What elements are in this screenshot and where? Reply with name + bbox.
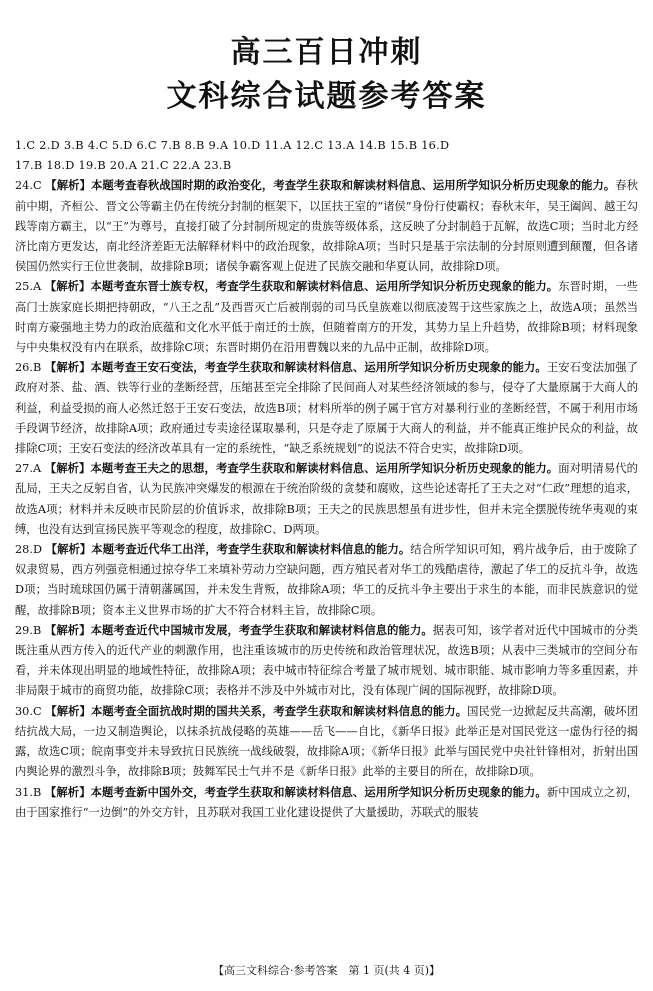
mc-answers-line2: 17.B 18.D 19.B 20.A 21.C 22.A 23.B [15, 159, 232, 173]
item-body: 王安石变法加强了政府对茶、盐、酒、铁等行业的垄断经营，压缩甚至完全排除了民间商人对某些经济领域的参与，侵夺了大量原属于大商人的利益，利益受损的商人必然迁怒于王安石变法，故选B项；材料所举的例子属于官方对暴利行业的垄断经营，不属于利用市场手段调节经济，故排除A项；政府通过专卖途径谋取暴利，只是夺走了原属于大商人的利益，并不能真正维护民众的利益，故排除C项；王安石变法的经济改革具有一定的系统性，“缺乏系统规划”的说法不符合史实，故排除D项。 [15, 361, 638, 456]
analysis-tag: 【解析】 [44, 280, 91, 294]
item-number: 29.B [15, 623, 42, 637]
analysis-tag: 【解析】 [44, 785, 91, 799]
analysis-tag: 【解析】 [45, 543, 92, 557]
mc-answers-line1: 1.C 2.D 3.B 4.C 5.D 6.C 7.B 8.B 9.A 10.D 11.A 12.C 13.A 14.B 15.B 16.D [15, 139, 450, 152]
answer-content [15, 136, 638, 823]
analysis-tag: 【解析】 [45, 179, 91, 193]
page-title-line2: 文科综合试题参考答案 [166, 79, 487, 114]
item-number: 25.A [15, 280, 42, 294]
item-lead: 本题考查春秋战国时期的政治变化，考查学生获取和解读材料信息、运用所学知识分析历史现象的能力。 [90, 179, 616, 193]
item-lead: 本题考查王夫之的思想，考查学生获取和解读材料信息、运用所学知识分析历史现象的能力。 [90, 462, 559, 476]
item-number: 27.A [15, 462, 42, 476]
analysis-tag: 【解析】 [44, 623, 91, 637]
item-lead: 本题考查东晋士族专权，考查学生获取和解读材料信息、运用所学知识分析历史现象的能力。 [90, 280, 559, 294]
answer-item-27 [15, 459, 638, 540]
item-body: 据表可知，该学者对近代中国城市的分类既注重从西方传入的近代产业的刺激作用，也注重该城市的历史传统和政治管理状况，故选B项；从表中三类城市的空间分布看，并未体现出明显的地域性特征，故排除A项；表中城市特征综合考量了城市规划、城市职能、城市影响力等多重因素，并非局限于城市的商贸功能，故排除C项；表格并不涉及中外城市对比，没有体现广阔的国际视野，故排除D项。 [15, 623, 638, 698]
item-lead: 本题考查近代华工出洋，考查学生获取和解读材料信息的能力。 [91, 543, 411, 557]
item-number: 31.B [15, 785, 42, 799]
answer-item-28 [15, 540, 638, 621]
item-number: 30.C [15, 704, 42, 718]
item-body: 春秋前中期，齐桓公、晋文公等霸主仍在传统分封制的框架下，以匡扶王室的“诸侯”身份行使霸权；春秋末年，吴王阖闾、越王勾践等南方霸主，以“王”为尊号，直接打破了分封制所规定的贵族等级体系，这反映了分封制趋于瓦解，故选C项；当时北方经济比南方更发达，南北经济差距无法解释材料中的政治现象，故排除A项；当时只是基于宗法制的分封原则遭到颠覆，但各诸侯国仍然实行王位世袭制，故排除B项；诸侯争霸客观上促进了民族交融和华夏认同，故排除D项。 [15, 179, 638, 274]
answer-item-25 [15, 277, 638, 358]
answer-item-26 [15, 358, 638, 459]
analysis-tag: 【解析】 [44, 361, 91, 375]
item-lead: 本题考查近代中国城市发展，考查学生获取和解读材料信息的能力。 [90, 623, 433, 637]
item-number: 28.D [15, 543, 43, 557]
item-lead: 本题考查王安石变法，考查学生获取和解读材料信息、运用所学知识分析历史现象的能力。 [90, 361, 547, 375]
answer-item-31 [15, 783, 638, 823]
item-body: 国民党一边掀起反共高潮，破坏团结抗战大局，一边又制造舆论，以抹杀抗战侵略的英雄——岳飞——自比，《新华日报》此举正是对国民党这一虚伪行径的揭露，故选C项；皖南事变并未导致抗日民族统一战线破裂，故排除A项；《新华日报》此举与国民党中央社针锋相对，折射出国内舆论界的激烈斗争，故排除B项；鼓舞军民士气并不是《新华日报》此举的主要目的所在，故排除D项。 [15, 704, 638, 779]
item-number: 26.B [15, 361, 42, 375]
analysis-tag: 【解析】 [45, 704, 91, 718]
item-number: 24.C [15, 179, 42, 193]
analysis-tag: 【解析】 [44, 462, 91, 476]
answer-item-30 [15, 702, 638, 783]
answer-item-24 [15, 176, 638, 277]
item-lead: 本题考查新中国外交，考查学生获取和解读材料信息、运用所学知识分析历史现象的能力。 [90, 785, 547, 799]
page-footer: 【高三文科综合·参考答案 第 1 页(共 4 页)】 [212, 964, 441, 977]
answer-item-29 [15, 621, 638, 702]
item-body: 面对明清易代的乱局，王夫之反躬自省，认为民族冲突爆发的根源在于统治阶级的贪婪和腐败，这些论述寄托了王夫之对“仁政”理想的追求，故选A项；材料并未反映市民阶层的价值诉求，故排除B项；王夫之的民族思想虽有进步性，但并未完全摆脱传统华夷观的束缚，也没有达到宣扬民族平等观念的程度，故排除C、D两项。 [15, 462, 638, 536]
item-body: 东晋时期，一些高门士族家庭长期把持朝政，“八王之乱”及西晋灭亡后被削弱的司马氏皇族难以彻底凌驾于这些家族之上，故选A项；虽然当时南方豪强地主势力的政治底蕴和文化水平低于南迁的士族，但随着南方的开发，其势力呈上升趋势，故排除B项；材料现象与中央集权没有内在联系，故排除C项；东晋时期仍在沿用曹魏以来的九品中正制，故排除D项。 [15, 280, 638, 355]
item-body: 新中国成立之初，由于国家推行“一边倒”的外交方针，且苏联对我国工业化建设提供了大量援助，苏联式的服装 [15, 785, 638, 819]
item-lead: 本题考查全面抗战时期的国共关系，考查学生获取和解读材料信息的能力。 [90, 704, 468, 718]
item-body: 结合所学知识可知，鸦片战争后，由于废除了奴隶贸易，西方列强竞相通过掠夺华工来填补劳动力空缺问题，西方殖民者对华工的残酷虐待，激起了华工的反抗斗争，故选D项；当时琉球国仍属于清朝藩属国，并未发生背叛，故排除A项；华工的反抗斗争主要出于求生的本能，而非民族意识的觉醒，故排除B项；资本主义世界市场的扩大不符合材料主旨，故排除C项。 [15, 543, 638, 617]
page-title-line1: 高三百日冲刺 [230, 35, 423, 70]
